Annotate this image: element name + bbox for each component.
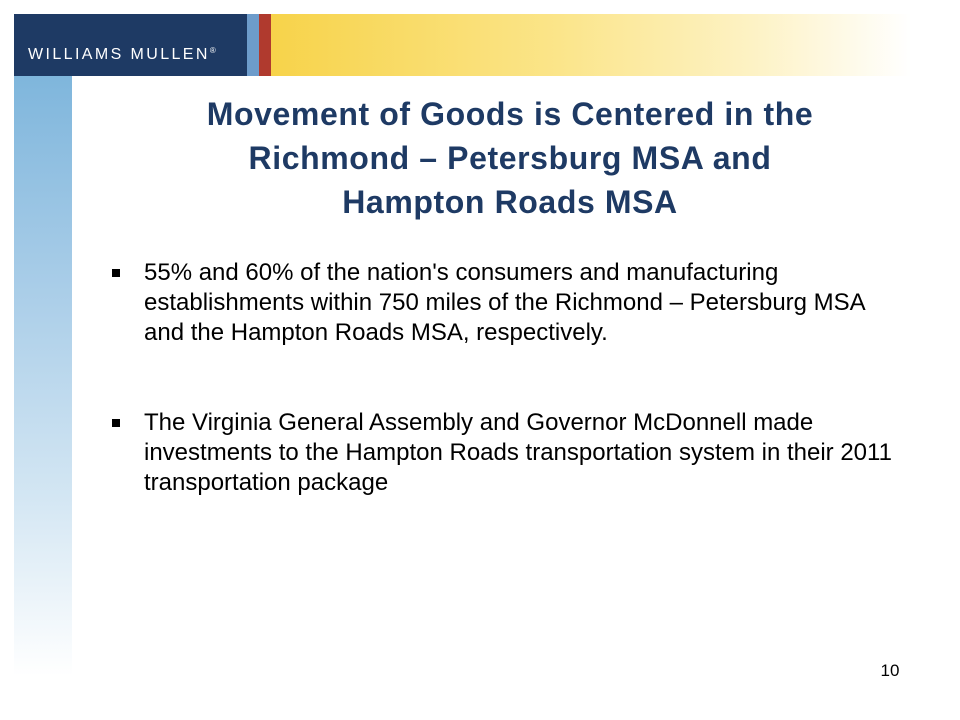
title-line: Richmond – Petersburg MSA and — [248, 140, 772, 176]
bullet-list — [108, 258, 898, 498]
left-gradient-bar — [14, 76, 72, 676]
bullet-text: The Virginia General Assembly and Governor McDonnell made investments to the Hampton Roads transportation system in their 2011 transportation package — [144, 409, 892, 496]
title-line: Hampton Roads MSA — [342, 184, 678, 220]
blue-stripe — [247, 14, 259, 76]
bullet-text: 55% and 60% of the nation's consumers and manufacturing establishments within 750 miles of the Richmond – Petersburg MSA and the Hampton Roads MSA, respectively. — [144, 259, 865, 346]
slide-title — [100, 92, 920, 224]
bullet-item — [108, 258, 898, 348]
red-stripe — [259, 14, 271, 76]
page-number: 10 — [880, 661, 900, 680]
top-yellow-band — [271, 14, 911, 76]
logo-text: WILLIAMS MULLEN — [28, 46, 210, 63]
bullet-item — [108, 408, 898, 498]
logo — [14, 14, 247, 76]
square-bullet-icon — [112, 269, 120, 277]
title-line: Movement of Goods is Centered in the — [206, 96, 814, 132]
registered-mark: ® — [209, 46, 216, 55]
square-bullet-icon — [112, 419, 120, 427]
